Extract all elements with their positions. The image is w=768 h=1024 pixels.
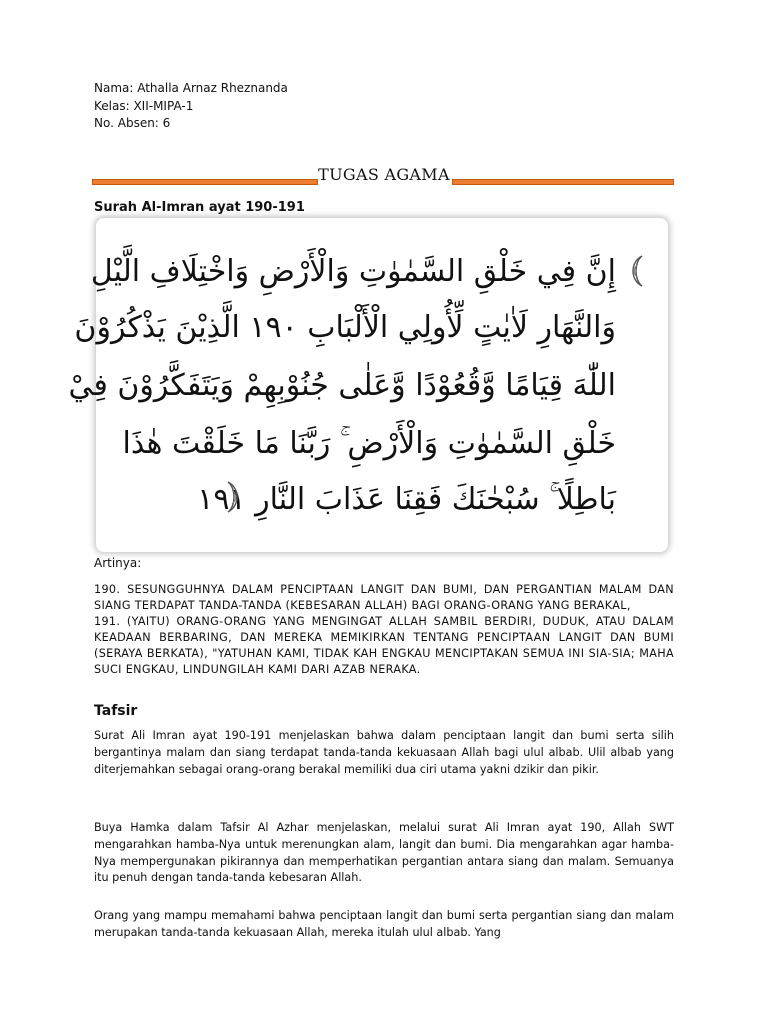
translation-verse-190: 190. SESUNGGUHNYA DALAM PENCIPTAAN LANGIT DAN BUMI, DAN PERGANTIAN MALAM DAN SIANG TERDAPAT TANDA-TANDA (KEBESARAN ALLAH) BAGI ORANG-ORANG YANG BERAKAL,: [94, 583, 674, 612]
student-name: Nama: Athalla Arnaz Rheznanda: [94, 81, 288, 95]
translation-text: [94, 582, 674, 678]
tafsir-heading: Tafsir: [94, 703, 138, 719]
page-title: TUGAS AGAMA: [318, 165, 450, 184]
surah-heading: Surah Al-Imran ayat 190-191: [94, 200, 305, 215]
arabic-line-3: اللّٰهَ قِيَامًا وَّقُعُوْدًا وَّعَلٰى جُنُوْبِهِمْ وَيَتَفَكَّرُوْنَ فِيْ: [68, 368, 616, 403]
arabic-line-5: بَاطِلًا ۚ سُبْحٰنَكَ فَقِنَا عَذَابَ النَّارِ ١٩١: [197, 482, 616, 517]
translation-label: Artinya:: [94, 556, 142, 570]
student-class: Kelas: XII-MIPA-1: [94, 98, 194, 113]
arabic-line-2: وَالنَّهَارِ لَاٰيٰتٍ لِّأُولِي الْأَلْبَابِ ١٩٠ الَّذِيْنَ يَذْكُرُوْنَ: [74, 310, 616, 345]
translation-verse-191: 191. (YAITU) ORANG-ORANG YANG MENGINGAT ALLAH SAMBIL BERDIRI, DUDUK, ATAU DALAM KEADAAN BERBARING, DAN MEREKA MEMIKIRKAN TENTANG PENCIPTAAN LANGIT DAN BUMI (SERAYA BERKATA), "YATUHAN KAMI, TIDAK KAH ENGKAU MENCIPTAKAN SEMUA INI SIA-SIA; MAHA SUCI ENGKAU, LINDUNGILAH KAMI DARI AZAB NERAKA.: [94, 615, 674, 676]
arabic-line-1: إِنَّ فِي خَلْقِ السَّمٰوٰتِ وَالْأَرْضِ وَاخْتِلَافِ الَّيْلِ: [90, 254, 616, 289]
arabic-verse-image: [68, 218, 668, 552]
verse-start-ornament-icon: [624, 254, 646, 288]
tafsir-paragraph-3: Orang yang mampu memahami bahwa penciptaan langit dan bumi serta pergantian siang dan malam merupakan tanda-tanda kekuasaan Allah, mereka itulah ulul albab. Yang: [94, 909, 674, 939]
student-info: [94, 80, 288, 133]
title-banner: [92, 165, 676, 191]
student-absen: No. Absen: 6: [94, 116, 171, 130]
verse-end-ornament-icon: [224, 480, 246, 514]
arabic-line-4: خَلْقِ السَّمٰوٰتِ وَالْأَرْضِ ۚ رَبَّنَا مَا خَلَقْتَ هٰذَا: [122, 426, 616, 461]
tafsir-paragraph-1: Surat Ali Imran ayat 190-191 menjelaskan bahwa dalam penciptaan langit dan bumi serta silih bergantinya malam dan siang terdapat tanda-tanda kekuasaan Allah bagi ulul albab. Ulil albab yang diterjemahkan sebagai orang-orang berakal memiliki dua ciri utama yakni dzikir dan pikir.: [94, 729, 674, 776]
title-bar-right: [452, 179, 674, 185]
tafsir-paragraph-2: Buya Hamka dalam Tafsir Al Azhar menjelaskan, melalui surat Ali Imran ayat 190, Allah SWT mengarahkan hamba-Nya untuk merenungkan alam, langit dan bumi. Dia mengarahkan agar hamba-Nya mempergunakan pikirannya dan memperhatikan pergantian antara siang dan malam. Semuanya itu penuh dengan tanda-tanda kebesaran Allah.: [94, 821, 674, 885]
title-bar-left: [92, 179, 318, 185]
